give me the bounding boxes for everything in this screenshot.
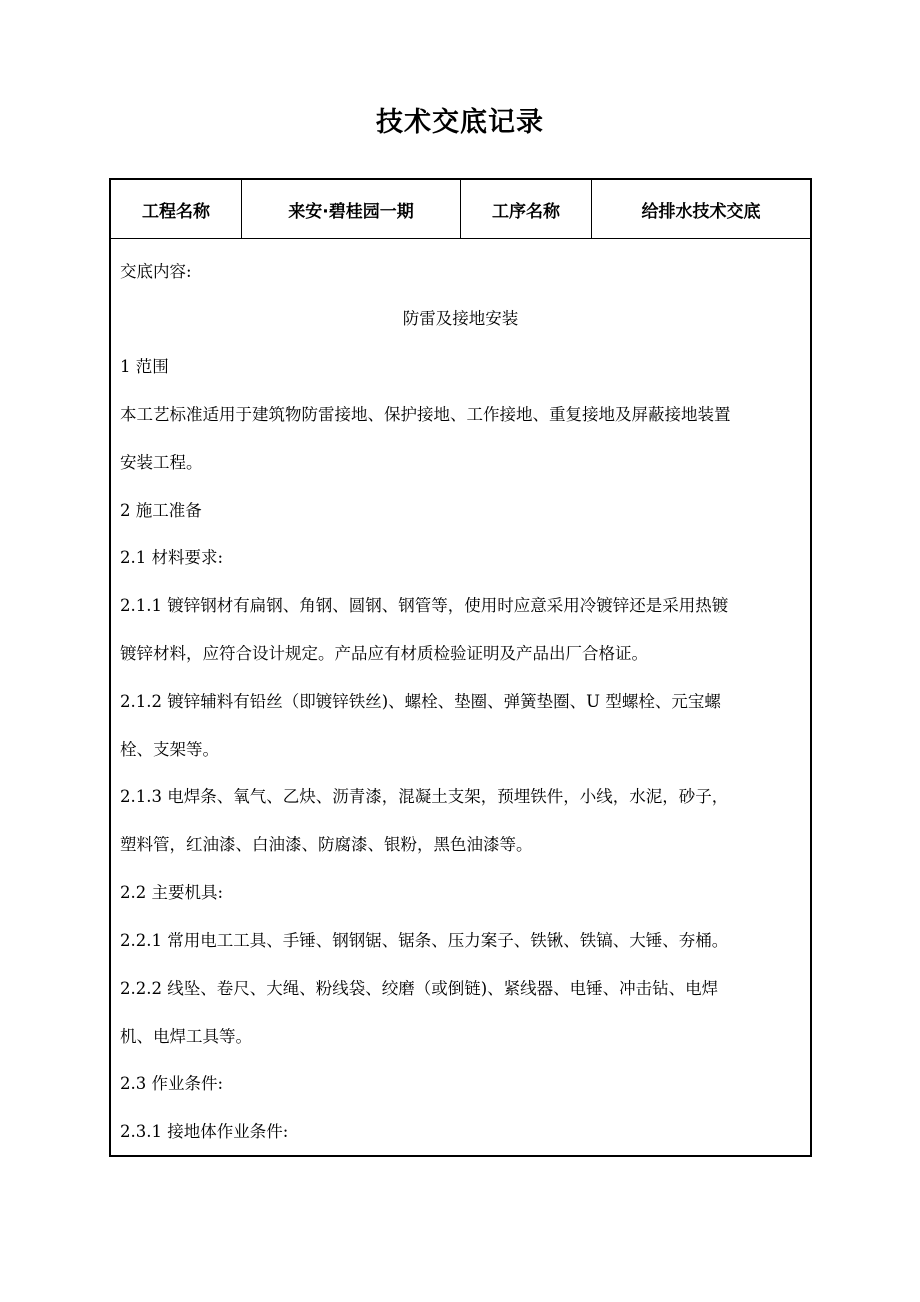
content-line: 2.1 材料要求:	[120, 548, 224, 567]
content-line: 2 施工准备	[120, 501, 202, 520]
document-title: 技术交底记录	[376, 107, 544, 138]
content-line: 2.3 作业条件:	[120, 1074, 224, 1093]
section-heading: 防雷及接地安装	[402, 309, 519, 328]
content-line: 2.1.1 镀锌钢材有扁钢、角钢、圆钢、钢管等，使用时应意采用冷镀锌还是采用热镀	[120, 596, 729, 615]
content-line: 2.2 主要机具:	[120, 883, 224, 902]
content-line: 2.2.2 线坠、卷尺、大绳、粉线袋、绞磨（或倒链)、紧线器、电锤、冲击钻、电焊	[120, 979, 719, 998]
content-line: 2.2.1 常用电工工具、手锤、钢钢锯、锯条、压力案子、铁锹、铁镐、大锤、夯桶。	[120, 931, 729, 950]
content-line: 栓、支架等。	[120, 740, 219, 759]
content-line: 镀锌材料，应符合设计规定。产品应有材质检验证明及产品出厂合格证。	[120, 644, 648, 663]
content-line: 2.3.1 接地体作业条件:	[120, 1122, 289, 1141]
content-line: 本工艺标准适用于建筑物防雷接地、保护接地、工作接地、重复接地及屏蔽接地装置	[120, 405, 731, 424]
header-row	[111, 180, 810, 239]
process-name-value: 给排水技术交底	[641, 201, 761, 222]
content-line: 2.1.3 电焊条、氧气、乙炔、沥青漆，混凝土支架，预埋铁件，小线，水泥，砂子，	[120, 787, 729, 806]
process-name-label: 工序名称	[461, 180, 592, 238]
project-name-label: 工程名称	[111, 180, 242, 238]
content-label: 交底内容:	[120, 262, 192, 281]
disclosure-table	[109, 178, 812, 1157]
content-line: 1 范围	[120, 357, 169, 376]
project-name-value: 来安·碧桂园一期	[242, 180, 461, 238]
content-line: 机、电焊工具等。	[120, 1027, 252, 1046]
content-line: 安装工程。	[120, 453, 203, 472]
content-line: 2.1.2 镀锌辅料有铅丝（即镀锌铁丝)、螺栓、垫圈、弹簧垫圈、U 型螺栓、元宝螺	[120, 692, 721, 711]
content-line: 塑料管，红油漆、白油漆、防腐漆、银粉，黑色油漆等。	[120, 835, 533, 854]
